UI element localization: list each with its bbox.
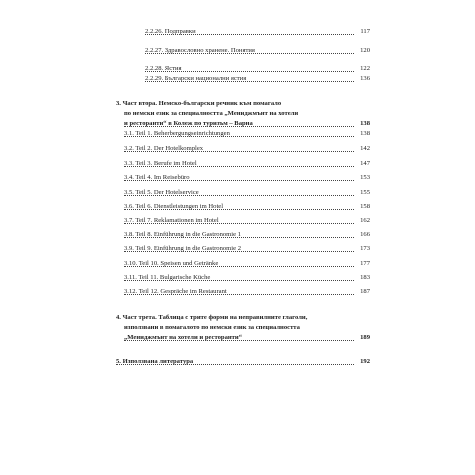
entry-page: 153 <box>355 174 370 182</box>
toc-entry[interactable] <box>124 203 370 211</box>
toc-entry[interactable] <box>124 145 370 153</box>
toc-entry-part3[interactable] <box>116 120 370 128</box>
entry-number: 2.2.27. <box>145 47 164 54</box>
toc-entry[interactable] <box>145 28 370 36</box>
dot-leader <box>124 180 356 181</box>
entry-number: 3.5. <box>124 189 134 196</box>
entry-number: 3.7. <box>124 217 134 224</box>
part3-heading-line3: и ресторанти“ в Колеж по туризъм – Варна <box>124 120 253 127</box>
entry-title: Teil 5. Der Hotelservice <box>135 189 199 196</box>
entry-page: 155 <box>355 189 370 197</box>
dot-leader <box>124 151 356 152</box>
entry-title: Teil 11. Bulgarische Küche <box>138 274 211 281</box>
entry-number: 3.1. <box>124 130 134 137</box>
dot-leader <box>116 364 356 365</box>
entry-page: 120 <box>355 47 370 55</box>
part3-heading-line2: по немски език за специалността „Мениджмънт на хотели <box>124 110 299 117</box>
part4-heading-line1: 4. Част трета. Таблица с трите форми на неправилните глаголи, <box>116 314 308 321</box>
dot-leader <box>124 136 356 137</box>
dot-leader <box>124 126 356 127</box>
dot-leader <box>124 237 356 238</box>
dot-leader <box>124 294 356 295</box>
toc-entry[interactable] <box>145 75 370 83</box>
entry-page: 142 <box>355 145 370 153</box>
entry-number: 3.2. <box>124 145 134 152</box>
toc-entry[interactable] <box>124 288 370 296</box>
entry-number: 2.2.29. <box>145 75 164 82</box>
toc-entry-part5[interactable] <box>116 358 370 366</box>
entry-title: Български национални ястия <box>164 75 247 82</box>
entry-page: 173 <box>355 245 370 253</box>
part4-heading-line3: „Мениджмънт на хотели и ресторанти“ <box>124 334 243 341</box>
entry-number: 3.10. <box>124 260 138 267</box>
entry-title: Teil 2. Der Hotelkomplex <box>135 145 204 152</box>
entry-page: 117 <box>355 28 370 36</box>
toc-entry[interactable] <box>124 174 370 182</box>
toc-entry[interactable] <box>124 130 370 138</box>
part4-heading-line2: използвани в помагалото по немски език за специалността <box>124 324 300 331</box>
toc-entry-part4[interactable] <box>116 334 370 342</box>
entry-title: Teil 12. Gespräche im Restaurant <box>138 288 227 295</box>
entry-page: 138 <box>355 120 370 128</box>
entry-number: 2.2.26. <box>145 28 164 35</box>
entry-page: 147 <box>355 160 370 168</box>
toc-entry[interactable] <box>124 217 370 225</box>
toc-entry[interactable] <box>124 274 370 282</box>
entry-page: 136 <box>355 75 370 83</box>
entry-number: 3.6. <box>124 203 134 210</box>
dot-leader <box>124 195 356 196</box>
dot-leader <box>145 71 356 72</box>
dot-leader <box>145 34 356 35</box>
entry-number: 3.12. <box>124 288 138 295</box>
entry-number: 3.4. <box>124 174 134 181</box>
dot-leader <box>124 280 356 281</box>
dot-leader <box>145 81 356 82</box>
entry-title: Здравословно хранене. Понятия <box>164 47 255 54</box>
entry-number: 3.11. <box>124 274 137 281</box>
entry-page: 122 <box>355 65 370 73</box>
entry-page: 189 <box>355 334 370 342</box>
toc-entry[interactable] <box>124 160 370 168</box>
entry-number: 2.2.28. <box>145 65 164 72</box>
entry-title: Teil 1. Beherbergungseinrichtungen <box>135 130 230 137</box>
toc-entry[interactable] <box>145 47 370 55</box>
part3-heading-line1: 3. Част втора. Немско-български речник към помагало <box>116 100 282 107</box>
toc-entry[interactable] <box>124 245 370 253</box>
entry-page: 187 <box>355 288 370 296</box>
dot-leader <box>124 223 356 224</box>
entry-page: 138 <box>355 130 370 138</box>
entry-number: 3.8. <box>124 231 134 238</box>
entry-title: Teil 10. Speisen und Getränke <box>138 260 219 267</box>
toc-entry[interactable] <box>124 189 370 197</box>
dot-leader <box>124 340 356 341</box>
entry-page: 192 <box>355 358 370 366</box>
part5-title: 5. Използвана литература <box>116 358 194 365</box>
entry-page: 177 <box>355 260 370 268</box>
toc-entry[interactable] <box>124 231 370 239</box>
entry-page: 166 <box>355 231 370 239</box>
entry-title: Teil 7. Reklamationen im Hotel <box>135 217 219 224</box>
entry-title: Teil 3. Berufe im Hotel <box>135 160 197 167</box>
entry-number: 3.9. <box>124 245 134 252</box>
entry-title: Подправки <box>164 28 196 35</box>
toc-entry[interactable] <box>145 65 370 73</box>
dot-leader <box>124 209 356 210</box>
entry-title: Teil 9. Einführung in die Gastronomie 2 <box>135 245 241 252</box>
dot-leader <box>124 251 356 252</box>
dot-leader <box>145 53 356 54</box>
entry-title: Teil 8. Einführung in die Gastronomie 1 <box>135 231 241 238</box>
entry-page: 162 <box>355 217 370 225</box>
dot-leader <box>124 166 356 167</box>
entry-page: 158 <box>355 203 370 211</box>
entry-title: Teil 4. Im Reisebüro <box>135 174 190 181</box>
dot-leader <box>124 266 356 267</box>
entry-title: Teil 6. Dienstleistungen im Hotel <box>135 203 224 210</box>
entry-page: 183 <box>355 274 370 282</box>
entry-number: 3.3. <box>124 160 134 167</box>
toc-entry[interactable] <box>124 260 370 268</box>
entry-title: Ястия <box>164 65 182 72</box>
